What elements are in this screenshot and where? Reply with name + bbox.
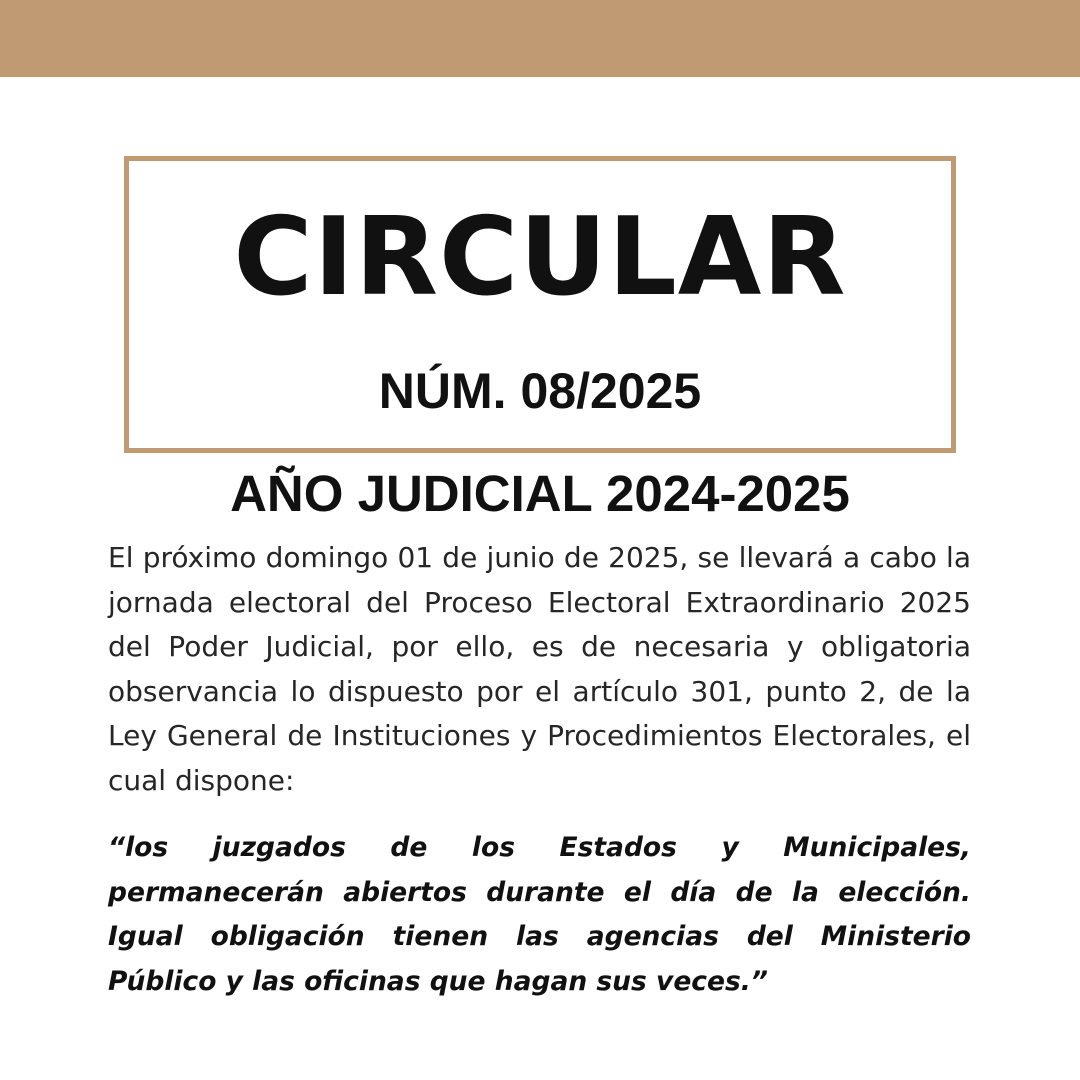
legal-quote: “los juzgados de los Estados y Municipales, permanecerán abiertos durante el día de la elección. Igual obligación tienen las agencias del Ministerio Público y las oficinas que hagan sus veces.” <box>108 832 971 997</box>
document-title: CIRCULAR <box>233 195 847 320</box>
top-accent-band <box>0 0 1080 77</box>
body-paragraph: El próximo domingo 01 de junio de 2025, se llevará a cabo la jornada electoral del Proceso Electoral Extraordinario 2025 del Poder Judicial, por ello, es de necesaria y obligatoria observancia lo dispuesto por el artículo 301, punto 2, de la Ley General de Instituciones y Procedimientos Electorales, el cual dispone: <box>108 541 971 797</box>
circular-number: NÚM. 08/2025 <box>378 363 702 419</box>
title-frame <box>124 156 956 453</box>
judicial-year-heading: AÑO JUDICIAL 2024-2025 <box>230 465 850 522</box>
